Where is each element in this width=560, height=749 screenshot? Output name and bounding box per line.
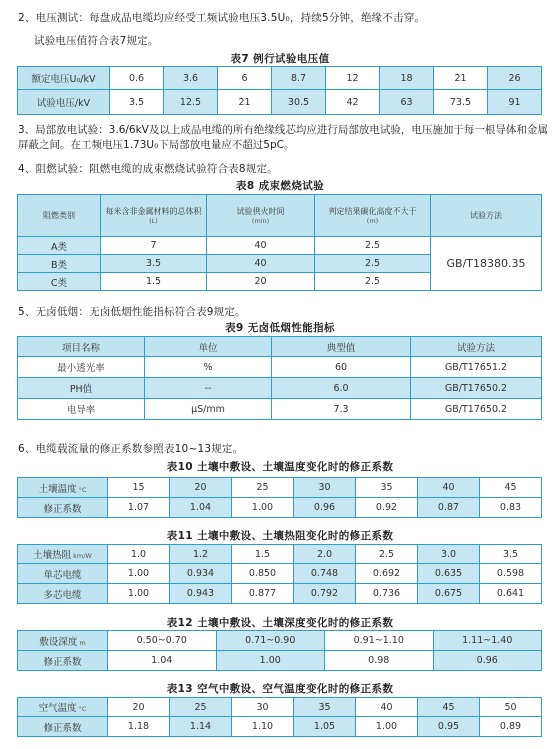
table-cell: 0.598 bbox=[480, 564, 542, 584]
section-2-line2: 试验电压值符合表7规定。 bbox=[34, 35, 159, 47]
table-cell: 0.675 bbox=[418, 584, 480, 604]
table7 bbox=[17, 66, 542, 115]
table-row bbox=[18, 357, 542, 378]
table-cell: 1.00 bbox=[216, 651, 325, 671]
table-cell: 42 bbox=[326, 90, 380, 115]
table-cell: 1.10 bbox=[232, 717, 294, 737]
table-cell: 0.850 bbox=[232, 564, 294, 584]
table-cell: 0.92 bbox=[356, 498, 418, 518]
table-cell: 0.736 bbox=[356, 584, 418, 604]
table-cell: 最小透光率 bbox=[18, 357, 145, 378]
table-cell: 18 bbox=[380, 67, 434, 90]
table-cell: 1.2 bbox=[170, 545, 232, 564]
section-5-text: 5、无卤低烟：无卤低烟性能指标符合表9规定。 bbox=[18, 306, 246, 318]
section-6-text: 6、电缆载流量的修正系数参照表10~13规定。 bbox=[18, 443, 244, 455]
table-cell: 0.6 bbox=[110, 67, 164, 90]
table-cell: 20 bbox=[108, 698, 170, 717]
table-cell: 0.96 bbox=[294, 498, 356, 518]
table-cell: C类 bbox=[18, 273, 101, 291]
table-cell: B类 bbox=[18, 255, 101, 273]
table-cell: μS/mm bbox=[145, 399, 272, 420]
label-text: 土壤热阻 bbox=[33, 550, 72, 561]
table-cell: 2.5 bbox=[356, 545, 418, 564]
unit-text: °C bbox=[78, 705, 87, 713]
table-cell: 73.5 bbox=[434, 90, 488, 115]
table-cell: 1.04 bbox=[108, 651, 217, 671]
unit-text: °C bbox=[78, 485, 87, 494]
table-row bbox=[18, 237, 542, 255]
table-cell: 2.0 bbox=[294, 545, 356, 564]
table-cell: PH值 bbox=[18, 378, 145, 399]
table-cell: -- bbox=[145, 378, 272, 399]
table-cell: 20 bbox=[170, 478, 232, 498]
table-cell: 0.641 bbox=[480, 584, 542, 604]
table12-row2-label: 修正系数 bbox=[18, 651, 108, 671]
table8 bbox=[17, 194, 542, 291]
table-cell: 1.18 bbox=[108, 717, 170, 737]
table-cell: 1.00 bbox=[108, 564, 170, 584]
table-row bbox=[18, 698, 542, 717]
table-cell: 6 bbox=[218, 67, 272, 90]
table-cell: 0.748 bbox=[294, 564, 356, 584]
table-cell: 0.692 bbox=[356, 564, 418, 584]
table-cell: 0.95 bbox=[418, 717, 480, 737]
table8-header-method bbox=[431, 195, 542, 237]
section-2-line1: 2、电压测试：每盘成品电缆均应经受工频试验电压3.5U₀，持续5分钟，绝缘不击穿。 bbox=[18, 12, 426, 24]
table-header: 单位 bbox=[145, 337, 272, 357]
table-cell: 63 bbox=[380, 90, 434, 115]
table-cell: 8.7 bbox=[272, 67, 326, 90]
table-cell: 2.5 bbox=[315, 273, 431, 291]
table-cell: 0.89 bbox=[480, 717, 542, 737]
table-cell: 25 bbox=[232, 478, 294, 498]
header-text: 判定结果碳化高度不大于 bbox=[328, 206, 417, 216]
table-cell: 0.87 bbox=[418, 498, 480, 518]
label-text: 土壤温度 bbox=[38, 483, 77, 495]
table-cell: GB/T17651.2 bbox=[411, 357, 542, 378]
table10-caption: 表10 土壤中敷设、土壤温度变化时的修正系数 bbox=[166, 461, 394, 473]
table-cell: 1.0 bbox=[108, 545, 170, 564]
table-cell: 91 bbox=[488, 90, 542, 115]
table-cell: 60 bbox=[272, 357, 411, 378]
table-row bbox=[18, 545, 542, 564]
table11-row2-label: 单芯电缆 bbox=[18, 564, 108, 584]
table-row bbox=[18, 399, 542, 420]
table13-caption: 表13 空气中敷设、空气温度变化时的修正系数 bbox=[166, 683, 394, 695]
table-cell: 1.04 bbox=[170, 498, 232, 518]
header-unit: (L) bbox=[149, 216, 158, 225]
table-cell: 0.91~1.10 bbox=[325, 631, 434, 651]
table-cell: 1.5 bbox=[101, 273, 207, 291]
table-row bbox=[18, 717, 542, 737]
table-cell: 6.0 bbox=[272, 378, 411, 399]
table7-row2-label: 试验电压/kV bbox=[18, 90, 110, 115]
table-cell: 电导率 bbox=[18, 399, 145, 420]
table-cell: 0.943 bbox=[170, 584, 232, 604]
table13 bbox=[17, 697, 542, 737]
table-row bbox=[18, 378, 542, 399]
table-cell: 3.5 bbox=[110, 90, 164, 115]
table11-caption: 表11 土壤中敷设、土壤热阻变化时的修正系数 bbox=[166, 530, 394, 542]
table-cell: 50 bbox=[480, 698, 542, 717]
table-cell: 3.5 bbox=[480, 545, 542, 564]
table-cell: 1.07 bbox=[108, 498, 170, 518]
table-row bbox=[18, 564, 542, 584]
table-cell: 12 bbox=[326, 67, 380, 90]
table7-caption: 表7 例行试验电压值 bbox=[230, 53, 330, 65]
table-cell: 3.5 bbox=[101, 255, 207, 273]
table13-row2-label: 修正系数 bbox=[18, 717, 108, 737]
header-text: 每米含非金属材料的总体积 bbox=[105, 206, 202, 216]
table9-caption: 表9 无卤低烟性能指标 bbox=[225, 322, 335, 334]
table11 bbox=[17, 544, 542, 604]
header-unit: (min) bbox=[251, 216, 270, 225]
table-cell: 35 bbox=[356, 478, 418, 498]
table-cell: 7 bbox=[101, 237, 207, 255]
table-cell: A类 bbox=[18, 237, 101, 255]
table12 bbox=[17, 630, 542, 671]
table8-header-volume bbox=[101, 195, 207, 237]
table7-row-voltage-test bbox=[18, 90, 542, 115]
table-cell: 1.11~1.40 bbox=[433, 631, 542, 651]
table-cell: 40 bbox=[418, 478, 480, 498]
table8-header-row bbox=[18, 195, 542, 237]
table-cell: GB/T17650.2 bbox=[411, 399, 542, 420]
table-cell: 1.00 bbox=[356, 717, 418, 737]
table13-row1-label bbox=[18, 698, 108, 717]
table-cell: 25 bbox=[170, 698, 232, 717]
table-cell: 0.71~0.90 bbox=[216, 631, 325, 651]
table9 bbox=[17, 336, 542, 420]
table-cell: 0.635 bbox=[418, 564, 480, 584]
table-cell: 7.3 bbox=[272, 399, 411, 420]
table11-row3-label: 多芯电缆 bbox=[18, 584, 108, 604]
table-cell: 3.0 bbox=[418, 545, 480, 564]
table-cell: 2.5 bbox=[315, 237, 431, 255]
table-cell: 30.5 bbox=[272, 90, 326, 115]
table8-header-category bbox=[18, 195, 101, 237]
table12-caption: 表12 土壤中敷设、土壤深度变化时的修正系数 bbox=[166, 617, 394, 629]
table-cell: 35 bbox=[294, 698, 356, 717]
table-cell: 20 bbox=[207, 273, 315, 291]
header-text: 试验供火时间 bbox=[236, 206, 285, 216]
table-cell: 2.5 bbox=[315, 255, 431, 273]
header-unit: (m) bbox=[366, 216, 379, 225]
label-text: 敷设深度 bbox=[39, 636, 78, 648]
table8-header-height bbox=[315, 195, 431, 237]
table-row bbox=[18, 478, 542, 498]
table-cell: 0.934 bbox=[170, 564, 232, 584]
table-cell: 1.00 bbox=[232, 498, 294, 518]
table8-header-time bbox=[207, 195, 315, 237]
table-row bbox=[18, 498, 542, 518]
table-row bbox=[18, 651, 542, 671]
table-cell: 40 bbox=[356, 698, 418, 717]
table-cell: 0.877 bbox=[232, 584, 294, 604]
header-text: 阻燃类别 bbox=[43, 210, 75, 220]
table-header: 项目名称 bbox=[18, 337, 145, 357]
table-cell: 1.05 bbox=[294, 717, 356, 737]
header-text: 试验方法 bbox=[470, 210, 502, 220]
table9-header-row bbox=[18, 337, 542, 357]
section-4-text: 4、阻燃试验：阻燃电缆的成束燃烧试验符合表8规定。 bbox=[18, 163, 278, 175]
table-cell: 0.792 bbox=[294, 584, 356, 604]
table-cell: 0.50~0.70 bbox=[108, 631, 217, 651]
table-cell: 3.6 bbox=[164, 67, 218, 90]
table12-row1-label bbox=[18, 631, 108, 651]
table7-row-voltage-rated bbox=[18, 67, 542, 90]
label-text: 空气温度 bbox=[38, 703, 77, 714]
table-cell: 0.96 bbox=[433, 651, 542, 671]
table-cell: 45 bbox=[418, 698, 480, 717]
table-cell: 1.14 bbox=[170, 717, 232, 737]
table-cell: 0.83 bbox=[480, 498, 542, 518]
table10-row1-label bbox=[18, 478, 108, 498]
table-row bbox=[18, 584, 542, 604]
table-cell: 26 bbox=[488, 67, 542, 90]
unit-text: m bbox=[79, 638, 86, 647]
table-cell: 1.5 bbox=[232, 545, 294, 564]
table-cell: 15 bbox=[108, 478, 170, 498]
table-cell: 40 bbox=[207, 237, 315, 255]
table-cell: 0.98 bbox=[325, 651, 434, 671]
table7-row1-label: 额定电压U₀/kV bbox=[18, 67, 110, 90]
table-header: 典型值 bbox=[272, 337, 411, 357]
table-cell: 21 bbox=[218, 90, 272, 115]
table-cell: GB/T17650.2 bbox=[411, 378, 542, 399]
table-cell: 30 bbox=[294, 478, 356, 498]
table8-caption: 表8 成束燃烧试验 bbox=[235, 180, 325, 192]
table11-row1-label bbox=[18, 545, 108, 564]
table-cell: 45 bbox=[480, 478, 542, 498]
table-row bbox=[18, 631, 542, 651]
table-cell: 40 bbox=[207, 255, 315, 273]
table-header: 试验方法 bbox=[411, 337, 542, 357]
table-cell: 12.5 bbox=[164, 90, 218, 115]
table10-row2-label: 修正系数 bbox=[18, 498, 108, 518]
table-cell: 1.00 bbox=[108, 584, 170, 604]
table-cell: 21 bbox=[434, 67, 488, 90]
unit-text: km/W bbox=[73, 552, 92, 560]
table-cell: % bbox=[145, 357, 272, 378]
table8-method-cell: GB/T18380.35 bbox=[431, 237, 542, 291]
section-3-text: 3、局部放电试验：3.6/6kV及以上成品电缆的所有绝缘线芯均应进行局部放电试验，电压施加于每一根导体和金属屏蔽之间。在工频电压1.73U₀下局部放电量应不超过5pC。 bbox=[18, 124, 548, 151]
table-cell: 30 bbox=[232, 698, 294, 717]
table10 bbox=[17, 477, 542, 518]
